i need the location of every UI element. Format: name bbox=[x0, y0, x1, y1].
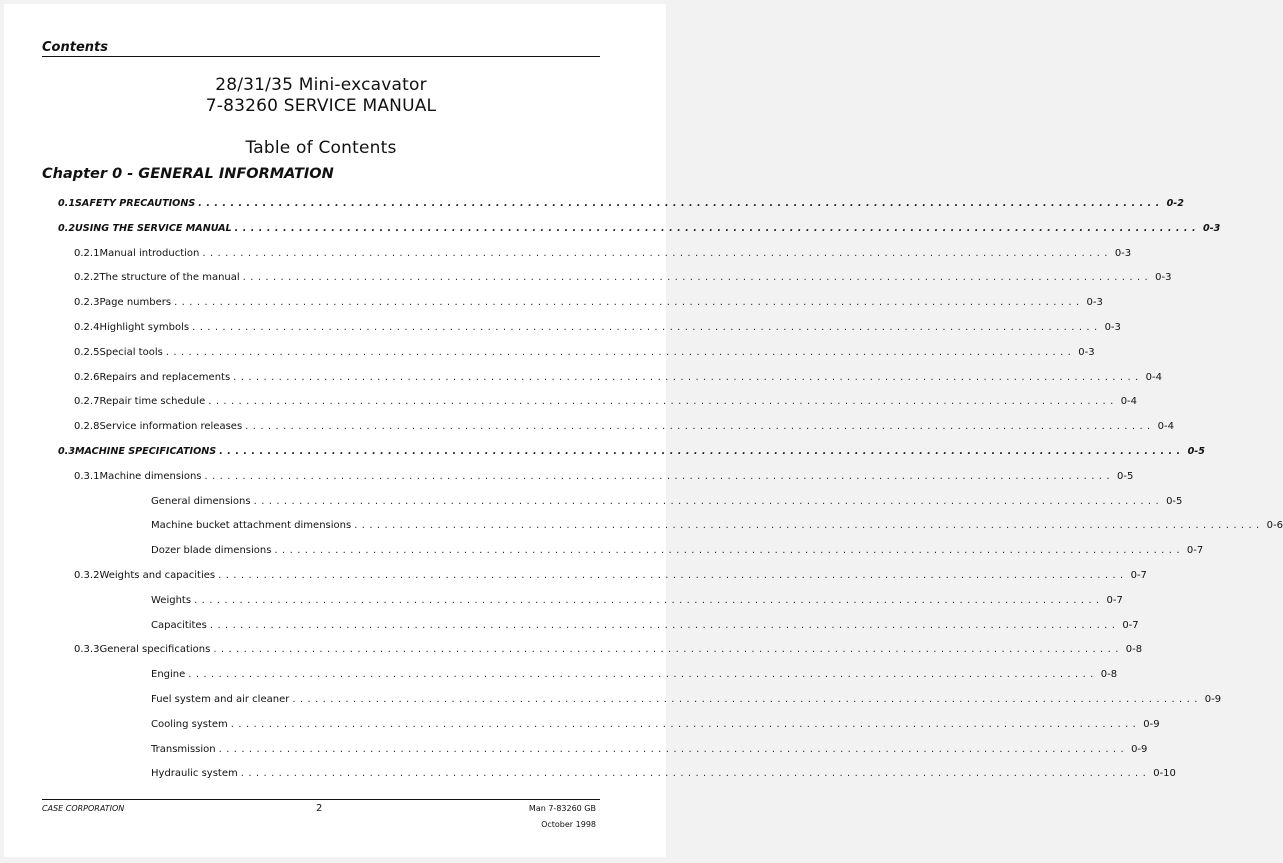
toc-entry-title: SAFETY PRECAUTIONS bbox=[75, 198, 196, 209]
toc-entry-page: 0-7 bbox=[1186, 545, 1204, 557]
toc-entry-title: Weights and capacities bbox=[99, 570, 216, 581]
toc-entry-page: 0-9 bbox=[1131, 743, 1148, 755]
toc-entry-number: 0.2.2 bbox=[74, 272, 100, 284]
toc-entry bbox=[151, 689, 1222, 705]
toc-entry bbox=[58, 218, 1221, 234]
toc-leader-dots: ........................................................................................................................ bbox=[218, 570, 1128, 581]
toc-entry-number: 0.2.4 bbox=[74, 322, 100, 333]
toc-entry-page: 0-5 bbox=[1187, 446, 1205, 457]
toc-entry-page: 0-8 bbox=[1125, 644, 1143, 656]
toc-heading: Table of Contents bbox=[245, 138, 397, 158]
toc-entry bbox=[74, 342, 1095, 358]
toc-entry-number: 0.2.1 bbox=[74, 247, 100, 259]
toc-entry-page: 0-7 bbox=[1106, 594, 1123, 606]
toc-entry-page: 0-7 bbox=[1130, 570, 1147, 581]
toc-entry bbox=[151, 714, 1160, 730]
toc-entry-page: 0-10 bbox=[1153, 768, 1176, 780]
toc-entry-title: General specifications bbox=[99, 644, 211, 656]
toc-entry-page: 0-4 bbox=[1157, 421, 1174, 433]
footer-divider bbox=[42, 799, 600, 800]
toc-entry-page: 0-5 bbox=[1116, 470, 1134, 482]
toc-entry-page: 0-9 bbox=[1204, 694, 1222, 705]
toc-entry bbox=[58, 193, 1184, 209]
toc-entry bbox=[151, 540, 1204, 557]
toc-entry-title: Highlight symbols bbox=[99, 322, 190, 333]
toc-entry-title: Engine bbox=[151, 669, 186, 681]
toc-entry-number: 0.1 bbox=[58, 198, 75, 209]
toc-entry-number: 0.2.8 bbox=[74, 421, 100, 433]
toc-entry-title: Transmission bbox=[151, 743, 216, 755]
toc-entry-page: 0-3 bbox=[1086, 297, 1103, 309]
toc-leader-dots: ........................................................................................................................ bbox=[198, 198, 1164, 209]
toc-entry-title: Fuel system and air cleaner bbox=[151, 694, 290, 705]
toc-entry-number: 0.2.5 bbox=[74, 346, 100, 358]
header-section-label: Contents bbox=[42, 40, 108, 55]
toc-entry-title: MACHINE SPECIFICATIONS bbox=[75, 446, 217, 457]
toc-leader-dots: ........................................................................................................................ bbox=[204, 470, 1114, 482]
toc-entry-title: Service information releases bbox=[99, 421, 243, 433]
toc-entry-title: Repairs and replacements bbox=[99, 371, 231, 383]
toc-entry-title: USING THE SERVICE MANUAL bbox=[75, 222, 232, 234]
toc-leader-dots: ........................................................................................................................ bbox=[188, 669, 1098, 681]
toc-entry bbox=[74, 466, 1134, 482]
toc-entry-number: 0.2.3 bbox=[74, 297, 100, 309]
toc-entry-title: Weights bbox=[151, 594, 192, 606]
footer-date: October 1998 bbox=[541, 820, 596, 829]
toc-entry-number: 0.2.7 bbox=[74, 396, 100, 408]
toc-entry-title: Repair time schedule bbox=[99, 396, 206, 408]
manual-model-title: 28/31/35 Mini-excavator bbox=[215, 75, 427, 95]
toc-leader-dots: ........................................................................................................................ bbox=[234, 222, 1201, 234]
toc-entry-title: Machine bucket attachment dimensions bbox=[151, 520, 352, 532]
toc-entry-page: 0-8 bbox=[1100, 669, 1118, 681]
toc-entry bbox=[151, 763, 1176, 780]
toc-entry bbox=[151, 491, 1183, 507]
toc-leader-dots: ........................................................................................................................ bbox=[253, 495, 1164, 507]
toc-entry bbox=[74, 639, 1143, 656]
toc-entry-title: Page numbers bbox=[99, 297, 172, 309]
toc-leader-dots: ........................................................................................................................ bbox=[165, 346, 1076, 358]
toc-entry bbox=[74, 367, 1162, 383]
toc-leader-dots: ........................................................................................................................ bbox=[219, 446, 1185, 457]
toc-leader-dots: ........................................................................................................................ bbox=[292, 694, 1202, 705]
manual-name-title: 7-83260 SERVICE MANUAL bbox=[205, 96, 437, 116]
toc-leader-dots: ........................................................................................................................ bbox=[202, 247, 1112, 259]
toc-entry-number: 0.3.1 bbox=[74, 470, 100, 482]
toc-entry-number: 0.3.2 bbox=[74, 570, 100, 581]
toc-entry bbox=[151, 664, 1118, 681]
toc-entry-number: 0.2 bbox=[58, 222, 75, 234]
footer-company: CASE CORPORATION bbox=[42, 804, 125, 813]
toc-entry bbox=[74, 317, 1121, 333]
toc-leader-dots: ........................................................................................................................ bbox=[245, 421, 1155, 433]
toc-leader-dots: ........................................................................................................................ bbox=[194, 594, 1104, 606]
toc-leader-dots: ........................................................................................................................ bbox=[174, 297, 1084, 309]
toc-entry-title: The structure of the manual bbox=[99, 272, 240, 284]
toc-entry-page: 0-3 bbox=[1078, 346, 1095, 358]
chapter-heading: Chapter 0 - GENERAL INFORMATION bbox=[42, 166, 334, 182]
toc-entry bbox=[151, 615, 1139, 631]
toc-entry bbox=[151, 515, 1283, 532]
toc-entry-title: Capacitites bbox=[151, 619, 207, 631]
toc-leader-dots: ........................................................................................................................ bbox=[208, 396, 1118, 408]
toc-entry-page: 0-2 bbox=[1166, 198, 1184, 209]
toc-entry-number: 0.3 bbox=[58, 446, 75, 457]
toc-leader-dots: ........................................................................................................................ bbox=[209, 619, 1120, 631]
toc-entry bbox=[74, 565, 1147, 581]
toc-entry-title: General dimensions bbox=[151, 495, 251, 507]
toc-entry-title: Hydraulic system bbox=[151, 768, 238, 780]
toc-entry-page: 0-3 bbox=[1104, 322, 1121, 333]
toc-leader-dots: ........................................................................................................................ bbox=[242, 272, 1153, 284]
toc-leader-dots: ........................................................................................................................ bbox=[274, 545, 1184, 557]
toc-entry-title: Cooling system bbox=[151, 718, 228, 730]
toc-leader-dots: ........................................................................................................................ bbox=[233, 371, 1143, 383]
toc-entry-title: Dozer blade dimensions bbox=[151, 545, 272, 557]
toc-entry-page: 0-4 bbox=[1120, 396, 1138, 408]
toc-entry bbox=[58, 441, 1205, 457]
toc-entry bbox=[74, 391, 1138, 408]
toc-entry-page: 0-3 bbox=[1203, 222, 1221, 234]
toc-entry-number: 0.3.3 bbox=[74, 644, 100, 656]
toc-entry bbox=[74, 243, 1132, 259]
toc-entry bbox=[74, 267, 1172, 284]
toc-entry-page: 0-4 bbox=[1145, 371, 1162, 383]
toc-entry-page: 0-3 bbox=[1114, 247, 1132, 259]
toc-leader-dots: ........................................................................................................................ bbox=[218, 743, 1129, 755]
toc-entry bbox=[151, 739, 1148, 755]
toc-entry-title: Special tools bbox=[99, 346, 163, 358]
toc-entry-page: 0-3 bbox=[1155, 272, 1172, 284]
document-page bbox=[4, 4, 1283, 857]
toc-entry-page: 0-5 bbox=[1166, 495, 1183, 507]
toc-leader-dots: ........................................................................................................................ bbox=[240, 768, 1151, 780]
toc-entry-number: 0.2.6 bbox=[74, 371, 100, 383]
toc-entry-page: 0-6 bbox=[1266, 520, 1283, 532]
toc-entry bbox=[151, 590, 1123, 606]
toc-leader-dots: ........................................................................................................................ bbox=[213, 644, 1123, 656]
toc-entry-title: Manual introduction bbox=[99, 247, 200, 259]
toc-entry bbox=[74, 416, 1174, 433]
toc-entry bbox=[74, 292, 1103, 309]
toc-leader-dots: ........................................................................................................................ bbox=[192, 322, 1102, 333]
header-divider bbox=[42, 56, 600, 57]
footer-page-number: 2 bbox=[316, 803, 323, 814]
toc-entry-page: 0-9 bbox=[1143, 718, 1160, 730]
toc-leader-dots: ........................................................................................................................ bbox=[230, 718, 1141, 730]
footer-manual-code: Man 7-83260 GB bbox=[528, 804, 596, 813]
toc-entry-page: 0-7 bbox=[1122, 619, 1139, 631]
toc-entry-title: Machine dimensions bbox=[99, 470, 202, 482]
toc-leader-dots: ........................................................................................................................ bbox=[354, 520, 1264, 532]
